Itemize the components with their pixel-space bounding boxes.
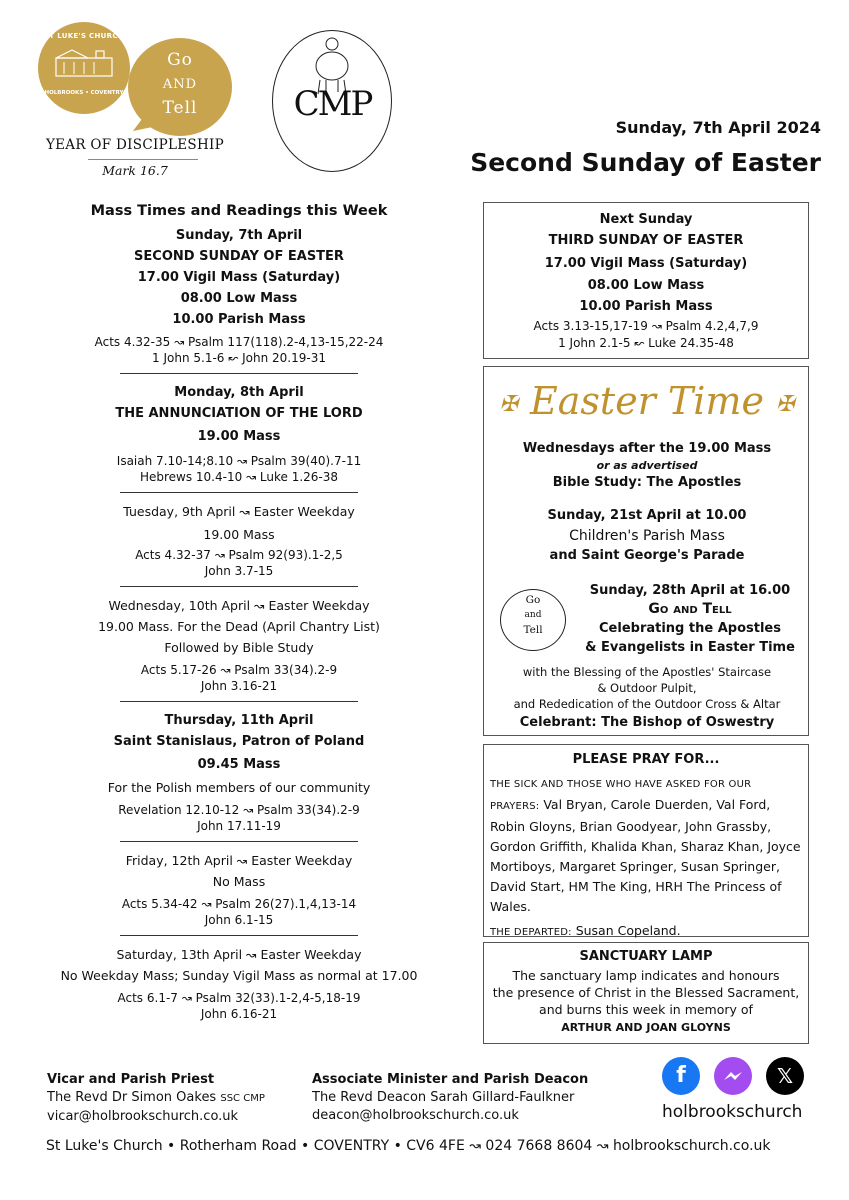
- next-sunday-mass-3: 10.00 Parish Mass: [579, 299, 713, 314]
- small-bubble-go: Go: [525, 594, 541, 606]
- ornament-cross-icon: ✠: [776, 392, 795, 417]
- blessing-line-1: with the Blessing of the Apostles' Staircase: [522, 665, 772, 679]
- saturday-readings-1: Acts 6.1-7 ↝ Psalm 32(33).1-2,4-5,18-19: [117, 991, 361, 1005]
- lamp-heading: SANCTUARY LAMP: [579, 949, 713, 964]
- lamp-line-1: The sanctuary lamp indicates and honours: [512, 968, 780, 983]
- bubble-tell-text: Tell: [162, 98, 198, 118]
- sunday-readings-1: Acts 4.32-35 ↝ Psalm 117(118).2-4,13-15,22-24: [94, 335, 384, 349]
- divider: [120, 935, 358, 936]
- church-logo-top-text: ST LUKE'S CHURCH: [44, 32, 124, 40]
- monday-readings-2: Hebrews 10.4-10 ↝ Luke 1.26-38: [139, 470, 339, 484]
- church-building-icon: [52, 48, 116, 78]
- next-sunday-mass-2: 08.00 Low Mass: [587, 278, 705, 293]
- bubble-go-text: Go: [167, 50, 193, 70]
- thursday-name: Saint Stanislaus, Patron of Poland: [113, 734, 365, 749]
- sunday-mass-2: 08.00 Low Mass: [180, 291, 298, 306]
- sunday-readings-2: 1 John 5.1-6 ↜ John 20.19-31: [152, 351, 326, 365]
- vicar-contact: [47, 1071, 265, 1126]
- celebrant: Celebrant: The Bishop of Oswestry: [519, 715, 775, 730]
- divider: [120, 373, 358, 374]
- social-handle[interactable]: holbrookschurch: [662, 1102, 803, 1122]
- messenger-icon[interactable]: [714, 1057, 752, 1095]
- deacon-contact: [312, 1071, 588, 1125]
- prayer-sick-label: THE SICK AND THOSE WHO HAVE ASKED FOR OUR PRAYERS:: [490, 779, 752, 812]
- thursday-mass: 09.45 Mass: [197, 757, 281, 772]
- divider: [120, 492, 358, 493]
- saturday-readings-2: John 6.16-21: [200, 1007, 278, 1021]
- divider: [120, 586, 358, 587]
- lamp-line-3: and burns this week in memory of: [539, 1002, 753, 1017]
- monday-name: THE ANNUNCIATION OF THE LORD: [115, 406, 363, 421]
- scripture-verse: Mark 16.7: [102, 163, 168, 178]
- lamp-memory-names: ARTHUR AND JOAN GLOYNS: [561, 1021, 731, 1034]
- prayer-sick-list: [490, 773, 802, 917]
- section-heading: Mass Times and Readings this Week: [90, 203, 388, 219]
- bible-study-title: Bible Study: The Apostles: [552, 475, 742, 490]
- vicar-role: Vicar and Parish Priest: [47, 1072, 215, 1087]
- go-and-tell-title: Go and Tell: [648, 601, 732, 617]
- prayer-heading: PLEASE PRAY FOR...: [572, 752, 720, 767]
- wednesday-readings-1: Acts 5.17-26 ↝ Psalm 33(34).2-9: [140, 663, 338, 677]
- tuesday-readings-1: Acts 4.32-37 ↝ Psalm 92(93).1-2,5: [135, 548, 343, 562]
- wednesday-date: Wednesday, 10th April ↝ Easter Weekday: [108, 598, 370, 613]
- divider: [120, 841, 358, 842]
- divider: [88, 159, 198, 160]
- lamp-line-2: the presence of Christ in the Blessed Sacrament,: [492, 985, 800, 1000]
- tuesday-readings-2: John 3.7-15: [204, 564, 274, 578]
- prayer-departed: [490, 921, 802, 943]
- bulletin-date: Sunday, 7th April 2024: [615, 118, 821, 137]
- sunday-date: Sunday, 7th April: [175, 228, 303, 243]
- x-icon[interactable]: 𝕏: [766, 1057, 804, 1095]
- go-and-tell-line-2: & Evangelists in Easter Time: [585, 640, 795, 655]
- wednesday-mass: 19.00 Mass. For the Dead (April Chantry List): [98, 619, 380, 634]
- deacon-role: Associate Minister and Parish Deacon: [312, 1072, 589, 1087]
- prayer-list-box: [483, 744, 809, 937]
- next-sunday-mass-1: 17.00 Vigil Mass (Saturday): [544, 256, 748, 271]
- church-logo-bottom-text: HOLBROOKS • COVENTRY: [44, 90, 124, 96]
- monday-mass: 19.00 Mass: [197, 429, 281, 444]
- go-and-tell-small-bubble: [500, 589, 566, 651]
- childrens-mass-title: Children's Parish Mass: [569, 528, 725, 544]
- thursday-readings-1: Revelation 12.10-12 ↝ Psalm 33(34).2-9: [118, 803, 360, 817]
- friday-readings-1: Acts 5.34-42 ↝ Psalm 26(27).1,4,13-14: [121, 897, 357, 911]
- easter-time-box: [483, 366, 809, 736]
- blessing-line-3: and Rededication of the Outdoor Cross & Altar: [513, 697, 781, 711]
- vicar-email[interactable]: vicar@holbrookschurch.co.uk: [47, 1109, 239, 1124]
- prayer-sick-names: Val Bryan, Carole Duerden, Val Ford, Robin Gloyns, Brian Goodyear, John Grassby, Gordon Griffith, Khalida Khan, Sharaz Khan, Joyce Mortiboys, Margaret Springer, Susan Springer, David Start, HM The King, HRH The Princess of Wales.: [490, 797, 801, 914]
- next-sunday-heading: Next Sunday: [599, 212, 693, 227]
- thursday-note: For the Polish members of our community: [107, 780, 371, 795]
- easter-time-title: [484, 379, 810, 423]
- friday-date: Friday, 12th April ↝ Easter Weekday: [125, 853, 353, 868]
- sanctuary-lamp-box: [483, 942, 809, 1044]
- small-bubble-tell: Tell: [523, 624, 543, 636]
- next-sunday-box: [483, 202, 809, 359]
- vicar-suffix: SSC CMP: [220, 1093, 265, 1104]
- sunday-mass-1: 17.00 Vigil Mass (Saturday): [137, 270, 341, 285]
- church-address: St Luke's Church • Rotherham Road • COVENTRY • CV6 4FE ↝ 024 7668 8604 ↝ holbrookschurch.co.uk: [46, 1138, 771, 1154]
- next-sunday-name: THIRD SUNDAY OF EASTER: [548, 233, 744, 248]
- ornament-cross-icon: ✠: [499, 392, 518, 417]
- thursday-readings-2: John 17.11-19: [197, 819, 281, 833]
- bubble-and-text: AND: [162, 77, 198, 92]
- saturday-mass: No Weekday Mass; Sunday Vigil Mass as normal at 17.00: [60, 968, 418, 983]
- next-sunday-readings-2: 1 John 2.1-5 ↜ Luke 24.35-48: [558, 336, 734, 350]
- vicar-name-line: [47, 1089, 265, 1108]
- monday-date: Monday, 8th April: [174, 385, 304, 400]
- tuesday-date: Tuesday, 9th April ↝ Easter Weekday: [123, 504, 355, 519]
- tuesday-mass: 19.00 Mass: [203, 527, 275, 542]
- prayer-departed-label: THE DEPARTED:: [490, 927, 572, 938]
- wednesday-note: Followed by Bible Study: [164, 640, 314, 655]
- vicar-name: The Revd Dr Simon Oakes: [47, 1090, 217, 1105]
- prayer-departed-names: Susan Copeland.: [575, 923, 681, 938]
- mass-times-section: [60, 203, 418, 1022]
- childrens-mass-date: Sunday, 21st April at 10.00: [547, 508, 747, 523]
- go-and-tell-line-1: Celebrating the Apostles: [599, 621, 781, 636]
- deacon-email[interactable]: deacon@holbrookschurch.co.uk: [312, 1108, 519, 1123]
- page-title: Second Sunday of Easter: [470, 148, 821, 177]
- monday-readings-1: Isaiah 7.10-14;8.10 ↝ Psalm 39(40).7-11: [116, 454, 362, 468]
- small-bubble-and: and: [524, 610, 542, 620]
- friday-readings-2: John 6.1-15: [204, 913, 274, 927]
- thursday-date: Thursday, 11th April: [164, 713, 314, 728]
- divider: [120, 701, 358, 702]
- bible-study-note: or as advertised: [596, 459, 698, 472]
- sunday-name: SECOND SUNDAY OF EASTER: [134, 249, 344, 264]
- sunday-mass-3: 10.00 Parish Mass: [172, 312, 306, 327]
- facebook-icon[interactable]: f: [662, 1057, 700, 1095]
- deacon-name: The Revd Deacon Sarah Gillard-Faulkner: [312, 1090, 575, 1105]
- easter-time-title-text: Easter Time: [530, 379, 764, 423]
- friday-mass: No Mass: [212, 874, 266, 889]
- year-of-discipleship: YEAR OF DISCIPLESHIP: [45, 137, 225, 153]
- bible-study-when: Wednesdays after the 19.00 Mass: [522, 441, 772, 456]
- cmp-letters: CMP: [293, 84, 372, 124]
- next-sunday-readings-1: Acts 3.13-15,17-19 ↝ Psalm 4.2,4,7,9: [533, 319, 759, 333]
- saturday-date: Saturday, 13th April ↝ Easter Weekday: [116, 947, 362, 962]
- blessing-line-2: & Outdoor Pulpit,: [597, 681, 697, 695]
- st-george-parade: and Saint George's Parade: [549, 548, 745, 563]
- wednesday-readings-2: John 3.16-21: [200, 679, 278, 693]
- go-and-tell-date: Sunday, 28th April at 16.00: [589, 583, 791, 598]
